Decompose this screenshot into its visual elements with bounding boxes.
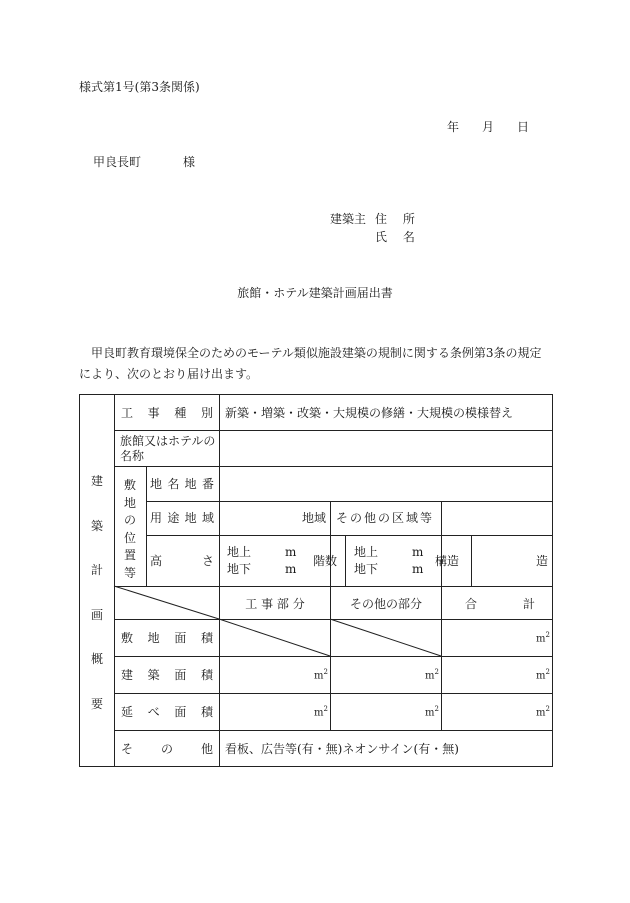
name-label: 氏 名: [375, 230, 421, 244]
height-above-unit: m: [285, 545, 297, 559]
structure-label: 構造: [435, 554, 460, 568]
floors-below-unit: m: [412, 562, 424, 576]
building-area-other-unit: $m^2$: [425, 668, 439, 682]
header-diagonal-line: [114, 586, 219, 619]
floor-area-other-unit: $m^2$: [425, 705, 439, 719]
date-month-label: 月: [482, 120, 495, 134]
zone-suffix: 地域: [302, 511, 327, 525]
other-value: 看板、広告等(有・無)ネオンサイン(有・無): [225, 742, 459, 756]
side-label-plan-summary: 建 築 計 画 概 要: [90, 474, 103, 711]
date-day-label: 日: [517, 120, 530, 134]
site-area-label: 敷 地 面 積: [121, 631, 213, 645]
col-header-other-part: その他の部分: [349, 597, 422, 611]
site-area-diagonal-2: [330, 619, 441, 656]
work-type-label: 工 事 種 別: [121, 406, 213, 420]
height-label: 高 さ: [150, 554, 214, 568]
col-header-work-part: 工 事 部 分: [245, 597, 305, 611]
applicant-label: 建築主: [330, 212, 367, 226]
site-area-total-unit: $m^2$: [536, 631, 550, 645]
building-area-work-unit: $m^2$: [314, 668, 328, 682]
site-area-diagonal-1: [219, 619, 330, 656]
lot-number-label: 地 名 地 番: [150, 477, 214, 491]
floor-area-label: 延 べ 面 積: [121, 705, 213, 719]
body-text: 甲良町教育環境保全のためのモーテル類似施設建築の規制に関する条例第3条の規定により、次のとおり届け出ます。: [79, 346, 542, 381]
floors-above-unit: m: [412, 545, 424, 559]
address-label: 住 所: [375, 212, 421, 226]
building-area-label: 建 築 面 積: [121, 668, 213, 682]
floors-below-label: 地下: [354, 562, 379, 576]
use-zone-label: 用 途 地 域: [150, 511, 214, 525]
plan-summary-table: [79, 394, 553, 767]
other-zone-label: その他の区域等: [336, 511, 435, 525]
site-location-label: 敷 地 の 位 置 等: [123, 478, 136, 580]
structure-suffix: 造: [536, 554, 549, 568]
floors-above-label: 地上: [354, 545, 379, 559]
addressee-suffix: 様: [183, 155, 196, 169]
height-below-label: 地下: [227, 562, 252, 576]
hotel-name-label: 旅館又はホテルの名称: [120, 434, 216, 463]
other-label: そ の 他: [121, 742, 213, 756]
form-number: 様式第1号(第3条関係): [79, 80, 200, 94]
floor-area-work-unit: $m^2$: [314, 705, 328, 719]
height-above-label: 地上: [227, 545, 252, 559]
document-title: 旅館・ホテル建築計画届出書: [237, 286, 393, 300]
floor-area-total-unit: $m^2$: [536, 705, 550, 719]
floors-label: 階数: [313, 554, 338, 568]
work-type-value: 新築・増築・改築・大規模の修繕・大規模の模様替え: [225, 406, 514, 420]
col-header-total: 合 計: [465, 597, 535, 611]
addressee: 甲良長町: [93, 155, 142, 169]
building-area-total-unit: $m^2$: [536, 668, 550, 682]
date-year-label: 年: [447, 120, 460, 134]
height-below-unit: m: [285, 562, 297, 576]
